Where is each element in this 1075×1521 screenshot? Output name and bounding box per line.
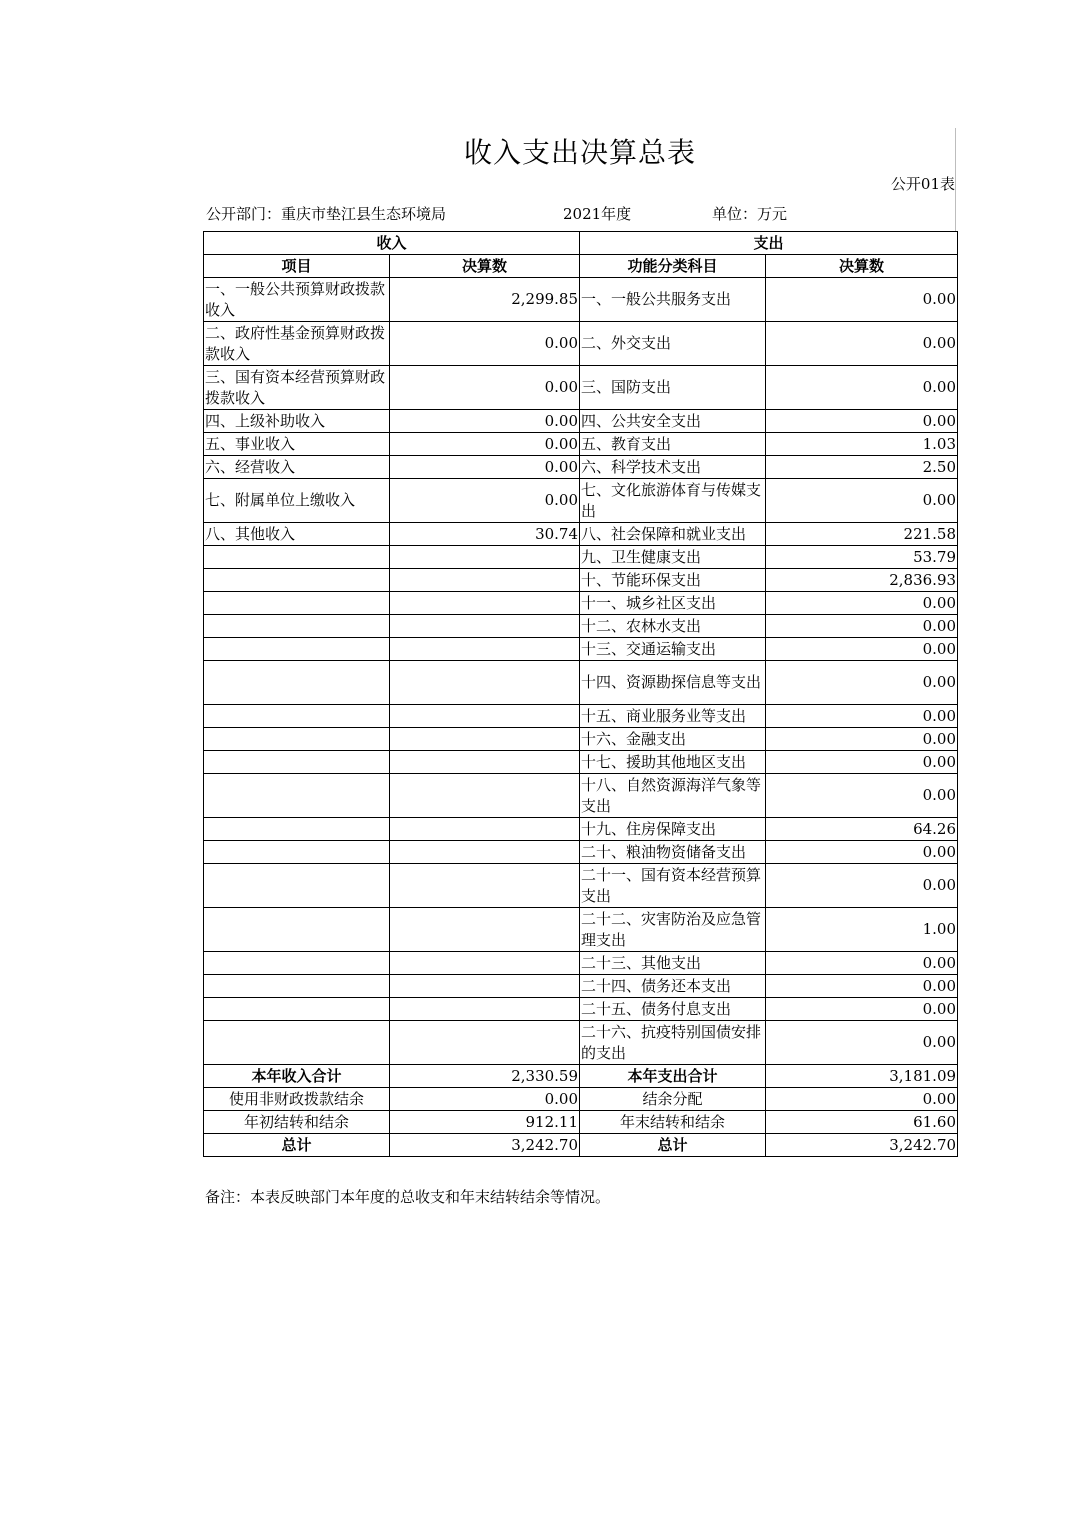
table-row	[204, 366, 958, 410]
expense-amount-cell: 2,836.93	[766, 569, 958, 592]
income-amount-cell	[390, 546, 580, 569]
income-amount-cell	[390, 908, 580, 952]
expense-amount-cell: 0.00	[766, 366, 958, 410]
expense-amount-cell: 0.00	[766, 638, 958, 661]
summary-expense-amount: 61.60	[766, 1111, 958, 1134]
income-amount-cell	[390, 569, 580, 592]
expense-category-cell: 十七、援助其他地区支出	[580, 751, 766, 774]
income-item-cell: 三、国有资本经营预算财政拨款收入	[204, 366, 390, 410]
table-row	[204, 864, 958, 908]
summary-income-label: 本年收入合计	[204, 1065, 390, 1088]
table-row	[204, 818, 958, 841]
income-amount-cell: 0.00	[390, 366, 580, 410]
table-body	[204, 278, 958, 1157]
budget-summary-table	[203, 231, 958, 1157]
expense-category-cell: 三、国防支出	[580, 366, 766, 410]
summary-income-amount: 3,242.70	[390, 1134, 580, 1157]
expense-category-cell: 十五、商业服务业等支出	[580, 705, 766, 728]
summary-row	[204, 1088, 958, 1111]
summary-income-amount: 0.00	[390, 1088, 580, 1111]
income-item-cell	[204, 615, 390, 638]
expense-amount-cell: 0.00	[766, 728, 958, 751]
expense-amount-cell: 0.00	[766, 278, 958, 322]
income-amount-cell	[390, 818, 580, 841]
expense-category-cell: 二十、粮油物资储备支出	[580, 841, 766, 864]
unit-label: 单位：万元	[712, 205, 788, 223]
income-amount-cell	[390, 975, 580, 998]
expense-amount-cell: 0.00	[766, 410, 958, 433]
table-row	[204, 479, 958, 523]
income-amount-cell	[390, 615, 580, 638]
income-item-cell	[204, 728, 390, 751]
table-row	[204, 615, 958, 638]
expense-amount-column-header: 决算数	[766, 255, 958, 278]
income-item-cell	[204, 1021, 390, 1065]
fiscal-year: 2021年度	[563, 205, 632, 223]
income-item-cell: 八、其他收入	[204, 523, 390, 546]
table-row	[204, 728, 958, 751]
summary-expense-amount: 3,181.09	[766, 1065, 958, 1088]
table-row	[204, 908, 958, 952]
income-amount-cell	[390, 751, 580, 774]
expense-category-cell: 十九、住房保障支出	[580, 818, 766, 841]
item-column-header: 项目	[204, 255, 390, 278]
income-item-cell: 六、经营收入	[204, 456, 390, 479]
income-item-cell	[204, 864, 390, 908]
expense-amount-cell: 0.00	[766, 705, 958, 728]
expense-header: 支出	[580, 232, 958, 255]
category-column-header: 功能分类科目	[580, 255, 766, 278]
expense-category-cell: 八、社会保障和就业支出	[580, 523, 766, 546]
summary-expense-label: 本年支出合计	[580, 1065, 766, 1088]
income-item-cell	[204, 908, 390, 952]
summary-row	[204, 1065, 958, 1088]
table-row	[204, 456, 958, 479]
income-item-cell: 五、事业收入	[204, 433, 390, 456]
table-row	[204, 638, 958, 661]
table-row	[204, 546, 958, 569]
table-row	[204, 592, 958, 615]
expense-amount-cell: 0.00	[766, 975, 958, 998]
expense-amount-cell: 0.00	[766, 751, 958, 774]
footnote: 备注：本表反映部门本年度的总收支和年末结转结余等情况。	[205, 1188, 611, 1206]
income-amount-cell	[390, 864, 580, 908]
expense-amount-cell: 53.79	[766, 546, 958, 569]
table-row	[204, 705, 958, 728]
summary-expense-label: 总计	[580, 1134, 766, 1157]
table-row	[204, 322, 958, 366]
summary-row	[204, 1111, 958, 1134]
expense-amount-cell: 1.00	[766, 908, 958, 952]
income-amount-cell: 0.00	[390, 456, 580, 479]
expense-amount-cell: 0.00	[766, 479, 958, 523]
expense-category-cell: 二十一、国有资本经营预算支出	[580, 864, 766, 908]
expense-category-cell: 九、卫生健康支出	[580, 546, 766, 569]
expense-amount-cell: 0.00	[766, 774, 958, 818]
expense-amount-cell: 1.03	[766, 433, 958, 456]
expense-category-cell: 二十三、其他支出	[580, 952, 766, 975]
income-item-cell	[204, 818, 390, 841]
expense-amount-cell: 64.26	[766, 818, 958, 841]
income-item-cell	[204, 774, 390, 818]
income-amount-cell: 30.74	[390, 523, 580, 546]
expense-amount-cell: 0.00	[766, 998, 958, 1021]
income-item-cell	[204, 705, 390, 728]
expense-category-cell: 六、科学技术支出	[580, 456, 766, 479]
income-item-cell	[204, 661, 390, 705]
summary-row	[204, 1134, 958, 1157]
expense-category-cell: 二十六、抗疫特别国债安排的支出	[580, 1021, 766, 1065]
table-row	[204, 952, 958, 975]
income-amount-cell: 0.00	[390, 322, 580, 366]
expense-amount-cell: 0.00	[766, 615, 958, 638]
income-item-cell: 七、附属单位上缴收入	[204, 479, 390, 523]
table-row	[204, 523, 958, 546]
income-item-cell: 一、一般公共预算财政拨款收入	[204, 278, 390, 322]
expense-category-cell: 十一、城乡社区支出	[580, 592, 766, 615]
table-header-group-row	[204, 232, 958, 255]
income-item-cell	[204, 751, 390, 774]
expense-category-cell: 十、节能环保支出	[580, 569, 766, 592]
income-amount-cell	[390, 638, 580, 661]
table-code: 公开01表	[890, 175, 955, 193]
summary-expense-amount: 3,242.70	[766, 1134, 958, 1157]
expense-category-cell: 一、一般公共服务支出	[580, 278, 766, 322]
income-amount-cell	[390, 952, 580, 975]
expense-category-cell: 十二、农林水支出	[580, 615, 766, 638]
income-item-cell	[204, 952, 390, 975]
expense-category-cell: 二十五、债务付息支出	[580, 998, 766, 1021]
table-row	[204, 975, 958, 998]
expense-category-cell: 二十四、债务还本支出	[580, 975, 766, 998]
summary-expense-amount: 0.00	[766, 1088, 958, 1111]
table-row	[204, 433, 958, 456]
table-row	[204, 774, 958, 818]
table-row	[204, 751, 958, 774]
income-item-cell	[204, 546, 390, 569]
expense-amount-cell: 0.00	[766, 661, 958, 705]
table-row	[204, 410, 958, 433]
income-amount-column-header: 决算数	[390, 255, 580, 278]
expense-category-cell: 七、文化旅游体育与传媒支出	[580, 479, 766, 523]
income-amount-cell: 0.00	[390, 410, 580, 433]
income-amount-cell	[390, 774, 580, 818]
expense-category-cell: 四、公共安全支出	[580, 410, 766, 433]
expense-amount-cell: 0.00	[766, 592, 958, 615]
table-row	[204, 998, 958, 1021]
page-title: 收入支出决算总表	[463, 136, 696, 169]
expense-amount-cell: 0.00	[766, 952, 958, 975]
income-amount-cell	[390, 661, 580, 705]
income-amount-cell	[390, 841, 580, 864]
income-item-cell	[204, 998, 390, 1021]
income-amount-cell	[390, 592, 580, 615]
table-row	[204, 661, 958, 705]
expense-amount-cell: 0.00	[766, 864, 958, 908]
expense-category-cell: 十四、资源勘探信息等支出	[580, 661, 766, 705]
income-item-cell	[204, 975, 390, 998]
table-row	[204, 841, 958, 864]
income-item-cell	[204, 638, 390, 661]
income-amount-cell: 0.00	[390, 433, 580, 456]
income-amount-cell: 0.00	[390, 479, 580, 523]
income-item-cell: 四、上级补助收入	[204, 410, 390, 433]
income-item-cell	[204, 841, 390, 864]
income-amount-cell	[390, 1021, 580, 1065]
summary-income-label: 总计	[204, 1134, 390, 1157]
summary-expense-label: 年末结转和结余	[580, 1111, 766, 1134]
expense-category-cell: 十六、金融支出	[580, 728, 766, 751]
summary-income-amount: 2,330.59	[390, 1065, 580, 1088]
expense-category-cell: 二十二、灾害防治及应急管理支出	[580, 908, 766, 952]
expense-amount-cell: 2.50	[766, 456, 958, 479]
table-column-header-row	[204, 255, 958, 278]
table-row	[204, 569, 958, 592]
expense-amount-cell: 0.00	[766, 1021, 958, 1065]
income-item-cell: 二、政府性基金预算财政拨款收入	[204, 322, 390, 366]
table-row	[204, 1021, 958, 1065]
income-header: 收入	[204, 232, 580, 255]
income-item-cell	[204, 592, 390, 615]
income-amount-cell: 2,299.85	[390, 278, 580, 322]
expense-category-cell: 十八、自然资源海洋气象等支出	[580, 774, 766, 818]
expense-amount-cell: 221.58	[766, 523, 958, 546]
expense-amount-cell: 0.00	[766, 322, 958, 366]
summary-income-label: 使用非财政拨款结余	[204, 1088, 390, 1111]
expense-category-cell: 五、教育支出	[580, 433, 766, 456]
expense-category-cell: 二、外交支出	[580, 322, 766, 366]
income-item-cell	[204, 569, 390, 592]
income-amount-cell	[390, 728, 580, 751]
expense-amount-cell: 0.00	[766, 841, 958, 864]
summary-expense-label: 结余分配	[580, 1088, 766, 1111]
summary-income-amount: 912.11	[390, 1111, 580, 1134]
income-amount-cell	[390, 705, 580, 728]
expense-category-cell: 十三、交通运输支出	[580, 638, 766, 661]
income-amount-cell	[390, 998, 580, 1021]
summary-income-label: 年初结转和结余	[204, 1111, 390, 1134]
table-row	[204, 278, 958, 322]
department-label: 公开部门：重庆市垫江县生态环境局	[206, 205, 447, 223]
